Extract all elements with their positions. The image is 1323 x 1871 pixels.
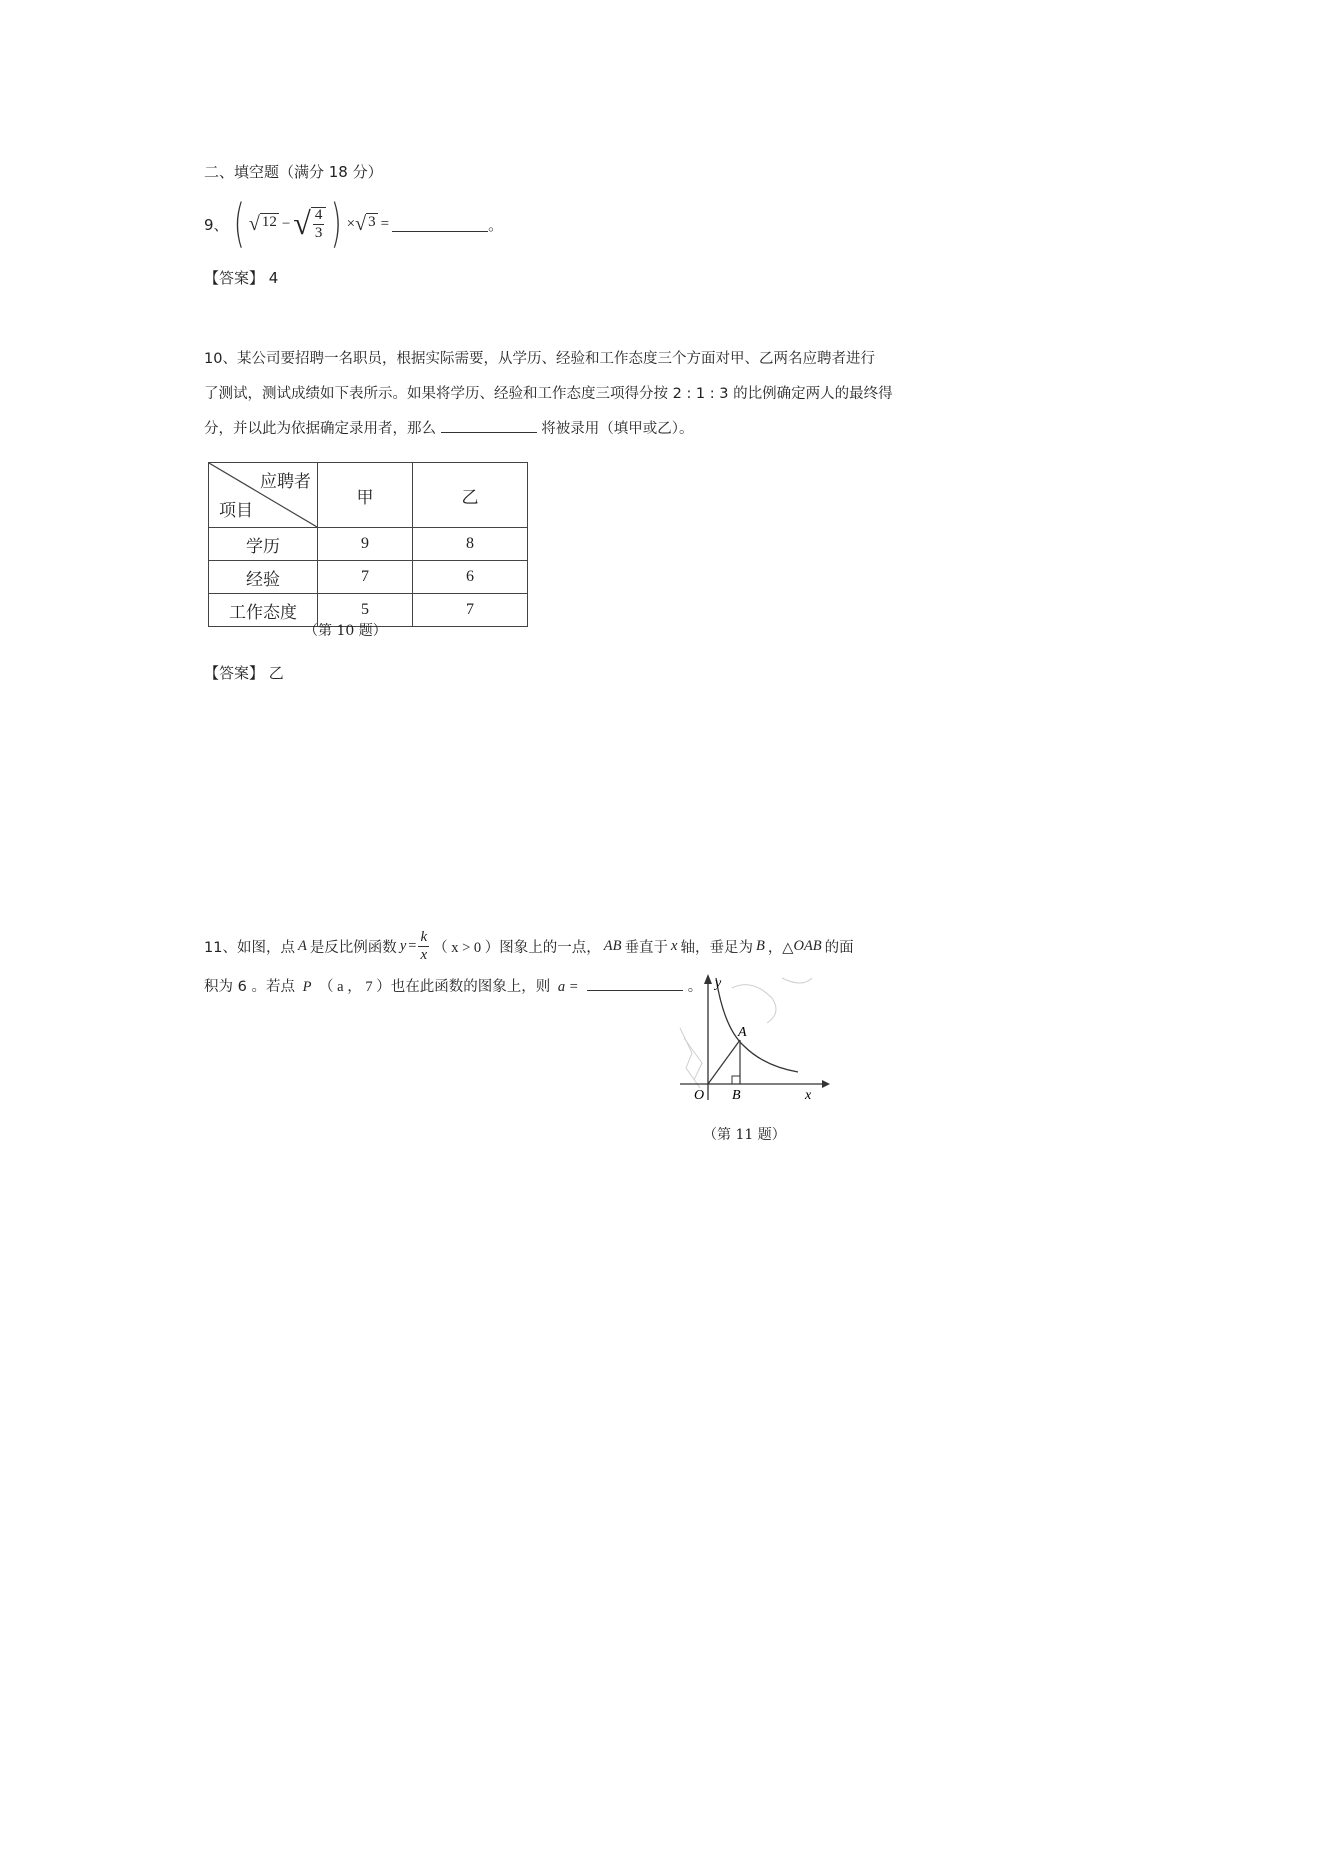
column-header-jia: 甲	[318, 463, 413, 528]
open-paren: (	[233, 194, 245, 254]
q10-answer	[204, 662, 284, 683]
label-a: A	[738, 1025, 747, 1040]
label-b: B	[732, 1088, 741, 1103]
q11-period: 。	[687, 979, 703, 995]
q9-number: 9、	[204, 215, 229, 234]
score-yi: 8	[413, 528, 528, 561]
equals-sign: =	[380, 215, 390, 232]
a-equals: a =	[557, 979, 579, 995]
corner-label-applicant: 应聘者	[260, 472, 311, 492]
q10-line-2: 了测试，测试成绩如下表所示。如果将学历、经验和工作态度三项得分按 2 : 1 : 3 的比例确定两人的最终得	[204, 386, 893, 402]
q10-caption: （第 10 题）	[304, 623, 387, 639]
score-jia: 7	[318, 561, 413, 594]
domain-condition: （ x > 0 ）	[433, 939, 500, 956]
label-x: x	[805, 1088, 812, 1103]
question-9	[204, 194, 504, 254]
q10-line-3-before: 分，并以此为依据确定录用者，那么	[204, 421, 436, 437]
label-y: y	[715, 976, 722, 991]
fraction-4-3	[313, 208, 325, 241]
point-a-label: A	[297, 937, 307, 954]
q10-line-3	[204, 417, 693, 438]
score-table	[208, 462, 528, 627]
sqrt-12-radicand: 12	[260, 213, 279, 236]
score-yi: 6	[413, 561, 528, 594]
sqrt-3-radicand: 3	[366, 213, 378, 236]
point-b-label: B	[755, 937, 765, 954]
var-y: y	[399, 937, 407, 954]
row-item: 工作态度	[209, 594, 318, 627]
close-paren: )	[330, 194, 343, 254]
q11-text: （ a ， 7 ）也在此函数的图象上，则	[319, 979, 551, 995]
sqrt-fraction: √ $\frac{4}{3}$	[293, 207, 326, 241]
answer-value: 4	[268, 269, 279, 287]
var-k: k	[420, 928, 428, 945]
q11-line-2	[204, 975, 702, 996]
var-x: x	[671, 937, 678, 954]
point-p-label: P	[302, 979, 312, 995]
equals-sign: =	[408, 937, 417, 954]
minus-sign: −	[281, 215, 291, 232]
q11-text: 是反比例函数	[309, 939, 397, 956]
column-header-yi: 乙	[413, 463, 528, 528]
section-heading: 二、填空题（满分 18 分）	[204, 163, 383, 181]
label-o: O	[694, 1088, 705, 1103]
q11-text: ，△	[767, 939, 794, 956]
times-sign: ×	[346, 215, 356, 232]
q11-text: 垂直于	[624, 939, 669, 956]
segment-ab: AB	[603, 937, 622, 954]
hyperbola-curve	[716, 978, 798, 1072]
score-yi: 7	[413, 594, 528, 627]
answer-label: 【答案】	[204, 269, 265, 287]
table-corner-header	[209, 463, 318, 528]
q10-answer-blank[interactable]	[441, 418, 537, 433]
right-angle-mark	[732, 1076, 740, 1084]
q10-line-1: 10、某公司要招聘一名职员，根据实际需要，从学历、经验和工作态度三个方面对甲、乙两名应聘者进行	[204, 351, 875, 367]
table-row	[209, 528, 528, 561]
triangle-oab: OAB	[793, 937, 822, 954]
q11-text: 积为 6 。若点	[204, 979, 295, 995]
row-item: 经验	[209, 561, 318, 594]
score-jia: 9	[318, 528, 413, 561]
answer-value: 乙	[268, 664, 284, 682]
q9-answer-blank[interactable]	[392, 217, 488, 232]
var-x: x	[420, 946, 428, 963]
corner-label-item: 项目	[219, 501, 253, 521]
fraction-numerator: 4	[314, 207, 323, 223]
q11-text: 图象上的一点，	[499, 939, 601, 956]
sqrt-12: √ 12	[248, 212, 277, 235]
q11-figure	[672, 968, 832, 1108]
score-jia: 5	[318, 594, 413, 627]
q11-caption: （第 11 题）	[703, 1127, 786, 1143]
q11-answer-blank[interactable]	[587, 976, 683, 991]
score-table-wrapper	[208, 462, 528, 627]
q9-period: 。	[488, 215, 504, 234]
q11-text: 的面	[824, 939, 854, 956]
x-axis-arrow	[822, 1080, 830, 1088]
y-axis-arrow	[704, 974, 712, 984]
table-row	[209, 561, 528, 594]
fraction-denominator: 3	[314, 225, 323, 241]
fraction-k-over-x	[418, 930, 429, 963]
q10-line-3-after: 将被录用（填甲或乙）。	[541, 421, 694, 437]
answer-label: 【答案】	[204, 664, 265, 682]
sqrt-3: √ 3	[355, 212, 376, 235]
row-item: 学历	[209, 528, 318, 561]
q11-text: 11、如图，点	[204, 939, 295, 956]
q11-text: 轴，垂足为	[680, 939, 753, 956]
q9-answer	[204, 267, 278, 288]
segment-oa	[708, 1040, 740, 1084]
q11-line-1	[204, 926, 854, 966]
